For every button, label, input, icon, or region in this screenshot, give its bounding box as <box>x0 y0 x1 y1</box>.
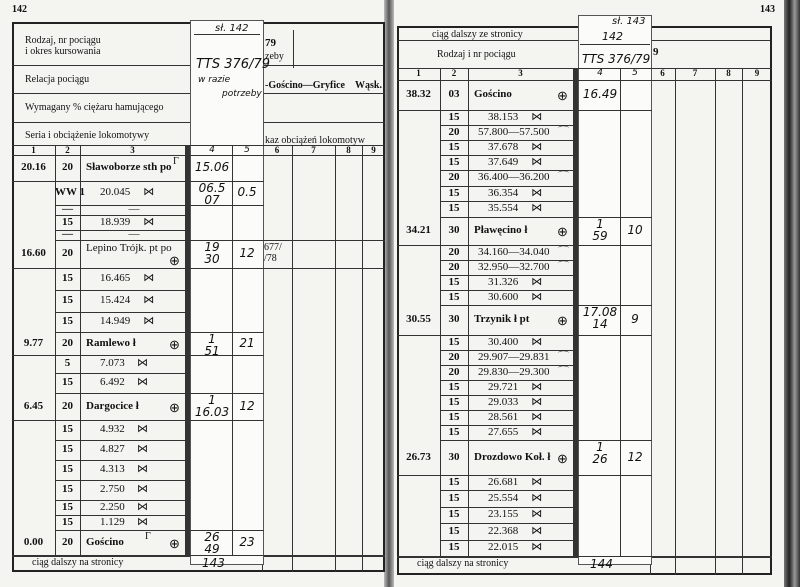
speed-value: 15 <box>62 500 73 513</box>
crossing-icon: ⋈ <box>137 423 148 435</box>
rule <box>55 530 185 531</box>
footer-continued: ciąg dalszy na stronicy <box>32 557 124 568</box>
rule <box>742 68 743 575</box>
insert-sheet-number: sł. 142 <box>215 23 249 34</box>
rule <box>440 305 573 306</box>
column-number-9: 9 <box>754 68 760 78</box>
rule <box>397 110 573 111</box>
speed-value: 15 <box>448 475 460 488</box>
point-km: 28.561 <box>488 410 519 423</box>
arrival-departure-time: 1 16.03 <box>194 393 230 419</box>
point-km: 22.015 <box>488 541 519 553</box>
curve-icon: ⌒ <box>558 365 569 378</box>
rule <box>578 80 652 81</box>
rule <box>12 420 185 421</box>
speed-value: 15 <box>448 202 460 214</box>
book-gutter <box>384 0 394 587</box>
station-name: Drozdowo Koł. ł <box>474 450 551 463</box>
crossing-icon: ⋈ <box>531 380 543 393</box>
station-circle-icon: ⊕ <box>169 535 180 551</box>
curve-icon: ⌒ <box>558 350 569 363</box>
speed-value: 20 <box>448 365 460 378</box>
speed-value: 15 <box>448 425 460 438</box>
speed-value: 20 <box>62 161 73 173</box>
point-km: — <box>128 228 140 240</box>
book-edge <box>784 0 800 587</box>
rule <box>55 480 185 481</box>
point-km: 35.554 <box>488 202 519 214</box>
insert-train-number: TTS 376/79 <box>582 52 651 66</box>
rule <box>55 290 185 291</box>
station-name: Gościno <box>86 535 124 548</box>
rule <box>578 68 652 69</box>
rule <box>55 460 185 461</box>
speed-value: 15 <box>448 290 460 303</box>
crossing-icon: ⋈ <box>137 357 148 369</box>
stop-minutes: 23 <box>239 534 255 549</box>
rule <box>468 68 469 556</box>
station-name: Trzynik ł pt <box>474 313 530 325</box>
rule <box>12 355 185 356</box>
rule <box>578 335 652 336</box>
column-number-7: 7 <box>692 68 698 78</box>
speed-value: 20 <box>448 260 460 273</box>
rule <box>55 332 185 333</box>
speed-value: 15 <box>448 110 460 123</box>
column-number-2: 2 <box>451 68 457 78</box>
point-km: 23.155 <box>488 508 519 520</box>
crossing-icon: ⋈ <box>143 294 155 306</box>
stop-minutes: 12 <box>239 398 255 413</box>
km-value: 20.16 <box>21 161 46 173</box>
rule <box>190 420 264 421</box>
point-km: 6.492 <box>100 376 125 388</box>
column-number-6: 6 <box>274 145 280 155</box>
crossing-icon: ⋈ <box>137 376 148 388</box>
speed-value: 15 <box>448 335 460 348</box>
insert-prev-page: 142 <box>602 30 623 43</box>
point-km: 14.949 <box>100 315 131 327</box>
point-km: 29.033 <box>488 395 519 408</box>
speed-value: 20 <box>448 171 460 183</box>
point-km: 36.354 <box>488 186 519 199</box>
arrival-departure-time: 1 59 <box>592 217 608 243</box>
curve-icon: ⌒ <box>558 125 569 138</box>
rule <box>335 145 336 572</box>
crossing-icon: ⋈ <box>531 541 543 553</box>
point-km: 15.424 <box>100 294 131 306</box>
rule <box>440 523 573 524</box>
crossing-icon: ⋈ <box>531 524 543 537</box>
crossing-icon: ⋈ <box>531 202 543 214</box>
footer-page-handwritten: 144 <box>590 557 613 571</box>
station-circle-icon: ⊕ <box>557 224 568 239</box>
point-km: 30.400 <box>488 335 519 348</box>
crossing-icon: ⋈ <box>143 186 155 198</box>
rule <box>578 245 652 246</box>
speed-value: 15 <box>448 395 460 408</box>
rule <box>580 44 650 45</box>
page-number: 143 <box>760 4 775 15</box>
speed-value: 15 <box>62 315 73 327</box>
rule <box>440 217 573 218</box>
point-km: 26.681 <box>488 475 519 488</box>
curve-icon: ⌒ <box>558 245 569 258</box>
speed-value: 15 <box>448 541 460 553</box>
crossing-icon: ⋈ <box>143 315 155 327</box>
point-km: 29.721 <box>488 380 519 393</box>
column-number-4: 4 <box>597 68 603 78</box>
underlying-narrow-gauge: Wąsk. <box>355 80 382 91</box>
column-number-9: 9 <box>371 145 376 155</box>
crossing-icon: ⋈ <box>137 515 148 528</box>
speed-value: 15 <box>448 186 460 199</box>
arrival-departure-time: 26 49 <box>204 530 220 556</box>
column-number-6: 6 <box>660 68 665 78</box>
continued-from-label: ciąg dalszy ze stronicy <box>432 29 523 40</box>
arrival-departure-time: 19 30 <box>204 240 220 266</box>
station-name: Sławoborze sth po <box>86 161 172 173</box>
station-circle-icon: ⊕ <box>169 399 180 415</box>
column-number-5: 5 <box>244 145 250 155</box>
speed-value: 20 <box>62 336 73 349</box>
column-number-1: 1 <box>416 68 421 78</box>
column-number-8: 8 <box>346 145 351 155</box>
speed-value: 15 <box>62 376 73 388</box>
insert-train-number: TTS 376/79 <box>196 57 271 72</box>
point-km: 25.554 <box>488 491 519 504</box>
rule <box>262 240 385 241</box>
arrival-departure-time: 06.5 07 <box>198 181 226 207</box>
speed-value: 15 <box>448 410 460 423</box>
speed-value: 30 <box>448 450 460 463</box>
rule <box>194 34 260 35</box>
station-name: Ramlewo ł <box>86 336 136 349</box>
point-km: 2.750 <box>100 483 125 495</box>
stop-minutes: 12 <box>239 246 255 260</box>
crossing-icon: ⋈ <box>531 140 543 153</box>
rule <box>578 475 652 476</box>
rule <box>362 145 363 572</box>
underlying-loads-label: kaz obciążeń lokomotyw <box>265 135 365 146</box>
underlying-text: zeby <box>265 51 284 62</box>
point-km: 38.153 <box>488 110 519 123</box>
speed-value: 5 <box>64 357 71 369</box>
station-circle-icon: ⊕ <box>169 336 180 352</box>
rule <box>578 110 652 111</box>
speed-value: 15 <box>62 443 73 455</box>
footer-continued: ciąg dalszy na stronicy <box>417 558 509 569</box>
station-name: Gościno <box>474 88 512 100</box>
column-number-4: 4 <box>209 145 215 155</box>
km-value: 6.45 <box>23 399 44 412</box>
station-circle-icon: ⊕ <box>557 450 568 466</box>
point-km: 29.830—29.300 <box>478 365 550 378</box>
column-number-1: 1 <box>31 145 36 155</box>
crossing-icon: ⋈ <box>137 483 148 495</box>
point-km: 18.939 <box>100 215 131 228</box>
speed-value: 15 <box>448 140 460 153</box>
brake-weight-label: Wymagany % ciężaru hamującego <box>25 102 164 113</box>
km-value: 0.00 <box>23 535 44 548</box>
point-km: 37.678 <box>488 140 519 153</box>
point-km: 4.932 <box>100 423 125 435</box>
column-number-3: 3 <box>130 145 135 155</box>
signal-icon: Γ <box>145 531 151 542</box>
footer-page-handwritten: 143 <box>202 556 225 570</box>
underlying-train-number: 79 <box>265 37 276 49</box>
point-km: 37.649 <box>488 155 519 168</box>
relation-label: Relacja pociągu <box>25 74 90 85</box>
km-value: 26.73 <box>406 450 431 463</box>
rule <box>440 490 573 491</box>
speed-value: 15 <box>62 483 73 495</box>
speed-value: 15 <box>448 508 460 520</box>
speed-value: 03 <box>448 88 460 100</box>
stop-minutes: 10 <box>627 223 643 237</box>
speed-value: WW 1 <box>55 186 86 198</box>
rule <box>675 68 676 575</box>
rule <box>55 393 185 394</box>
rule <box>715 68 716 575</box>
rule <box>12 268 185 269</box>
point-km: 1.129 <box>100 515 125 528</box>
crossing-icon: ⋈ <box>137 500 148 513</box>
arrival-departure-time: 16.49 <box>582 87 618 101</box>
stop-minutes: 0.5 <box>237 185 257 199</box>
point-km: 4.827 <box>100 443 125 455</box>
point-km: — <box>128 203 140 215</box>
underlying-train-number: 9 <box>653 46 659 58</box>
rule <box>12 181 185 182</box>
locomotive-label: Seria i obciążenie lokomotywy <box>25 130 150 141</box>
rule <box>292 145 293 572</box>
speed-value: 15 <box>448 155 460 168</box>
rule <box>190 155 264 156</box>
crossing-icon: ⋈ <box>531 410 543 423</box>
station-name: Pławęcino ł <box>474 224 528 236</box>
crossing-icon: ⋈ <box>531 155 543 168</box>
point-km: 27.655 <box>488 425 519 438</box>
speed-value: 15 <box>62 515 73 528</box>
station-circle-icon: ⊕ <box>169 253 180 268</box>
arrival-departure-time: 1 26 <box>592 440 608 466</box>
point-km: 36.400—36.200 <box>478 171 550 183</box>
point-km: 31.326 <box>488 275 519 288</box>
speed-value: 20 <box>62 247 73 259</box>
speed-value: 20 <box>448 125 460 138</box>
point-km: 34.160—34.040 <box>478 245 550 258</box>
column-number-8: 8 <box>726 68 731 78</box>
column-number-3: 3 <box>518 68 523 78</box>
crossing-icon: ⋈ <box>143 215 155 228</box>
point-km: 22.368 <box>488 524 519 537</box>
insert-note-line1: w razie <box>198 75 231 85</box>
crossing-icon: ⋈ <box>531 425 543 438</box>
station-circle-icon: ⊕ <box>557 88 568 103</box>
rule <box>293 30 294 68</box>
point-km: 32.950—32.700 <box>478 260 550 273</box>
crossing-icon: ⋈ <box>531 275 543 288</box>
arrival-departure-time: 15.06 <box>194 160 230 174</box>
crossing-icon: ⋈ <box>531 508 543 520</box>
point-km: 29.907—29.831 <box>478 350 550 363</box>
column-number-7: 7 <box>311 145 316 155</box>
speed-value: 15 <box>448 275 460 288</box>
point-km: 30.600 <box>488 290 519 303</box>
rule <box>55 312 185 313</box>
speed-value: 15 <box>448 491 460 504</box>
point-km: 20.045 <box>100 186 131 198</box>
stop-minutes: 12 <box>627 449 643 464</box>
rule <box>55 240 185 241</box>
speed-value: 20 <box>62 535 73 548</box>
km-value: 30.55 <box>406 313 431 325</box>
speed-value: — <box>62 203 73 215</box>
underlying-relation: -Gościno—Gryfice <box>265 80 345 91</box>
speed-value: 15 <box>448 524 460 537</box>
station-name: Dargocice ł <box>86 399 139 412</box>
speed-value: 15 <box>448 380 460 393</box>
crossing-icon: ⋈ <box>531 491 543 504</box>
timetable-insert-slip <box>190 20 264 565</box>
speed-value: — <box>62 228 73 240</box>
point-km: 7.073 <box>100 357 125 369</box>
point-km: 4.313 <box>100 463 125 475</box>
page-number: 142 <box>12 4 27 15</box>
connection-note: 677/ /78 <box>264 242 282 264</box>
km-value: 9.77 <box>23 336 44 349</box>
speed-value: 15 <box>62 272 73 284</box>
speed-value: 20 <box>62 399 73 412</box>
rule <box>262 268 385 269</box>
signal-icon: Γ <box>173 156 179 167</box>
crossing-icon: ⋈ <box>531 110 543 123</box>
point-km: 16.465 <box>100 272 131 284</box>
curve-icon: ⌒ <box>558 260 569 273</box>
speed-value: 30 <box>448 224 460 236</box>
column-number-2: 2 <box>65 145 70 155</box>
rule <box>397 335 573 336</box>
curve-icon: ⌒ <box>558 171 569 183</box>
crossing-icon: ⋈ <box>137 443 148 455</box>
km-value: 34.21 <box>406 224 431 236</box>
km-value: 38.32 <box>406 88 431 100</box>
point-km: 2.250 <box>100 500 125 513</box>
insert-sheet-number: sł. 143 <box>612 16 646 27</box>
speed-value: 20 <box>448 350 460 363</box>
km-value: 16.60 <box>21 247 46 259</box>
crossing-icon: ⋈ <box>531 395 543 408</box>
rule <box>190 145 264 146</box>
insert-note-line2: potrzeby <box>222 89 262 99</box>
arrival-departure-time: 17.08 14 <box>582 305 618 331</box>
crossing-icon: ⋈ <box>531 290 543 303</box>
train-type-label: Rodzaj, nr pociągu i okres kursowania <box>25 35 101 57</box>
train-label: Rodzaj i nr pociągu <box>437 49 516 60</box>
rule <box>190 268 264 269</box>
arrival-departure-time: 1 51 <box>204 332 220 358</box>
stop-minutes: 21 <box>239 335 255 350</box>
stop-minutes: 9 <box>631 312 639 326</box>
crossing-icon: ⋈ <box>531 186 543 199</box>
column-number-5: 5 <box>632 68 638 78</box>
speed-value: 15 <box>62 215 73 228</box>
station-circle-icon: ⊕ <box>557 313 568 328</box>
rule <box>232 145 233 555</box>
crossing-icon: ⋈ <box>143 272 155 284</box>
rule <box>55 440 185 441</box>
speed-value: 15 <box>62 463 73 475</box>
speed-value: 15 <box>62 294 73 306</box>
rule <box>440 440 573 441</box>
crossing-icon: ⋈ <box>531 475 543 488</box>
crossing-icon: ⋈ <box>531 335 543 348</box>
crossing-icon: ⋈ <box>137 463 148 475</box>
speed-value: 20 <box>448 245 460 258</box>
point-km: 57.800—57.500 <box>478 125 550 138</box>
rule <box>80 145 81 555</box>
rule <box>397 475 573 476</box>
rule <box>620 68 621 556</box>
speed-value: 30 <box>448 313 460 325</box>
rule <box>55 373 185 374</box>
speed-value: 15 <box>62 423 73 435</box>
station-name: Lepino Trójk. pt po <box>86 242 172 254</box>
